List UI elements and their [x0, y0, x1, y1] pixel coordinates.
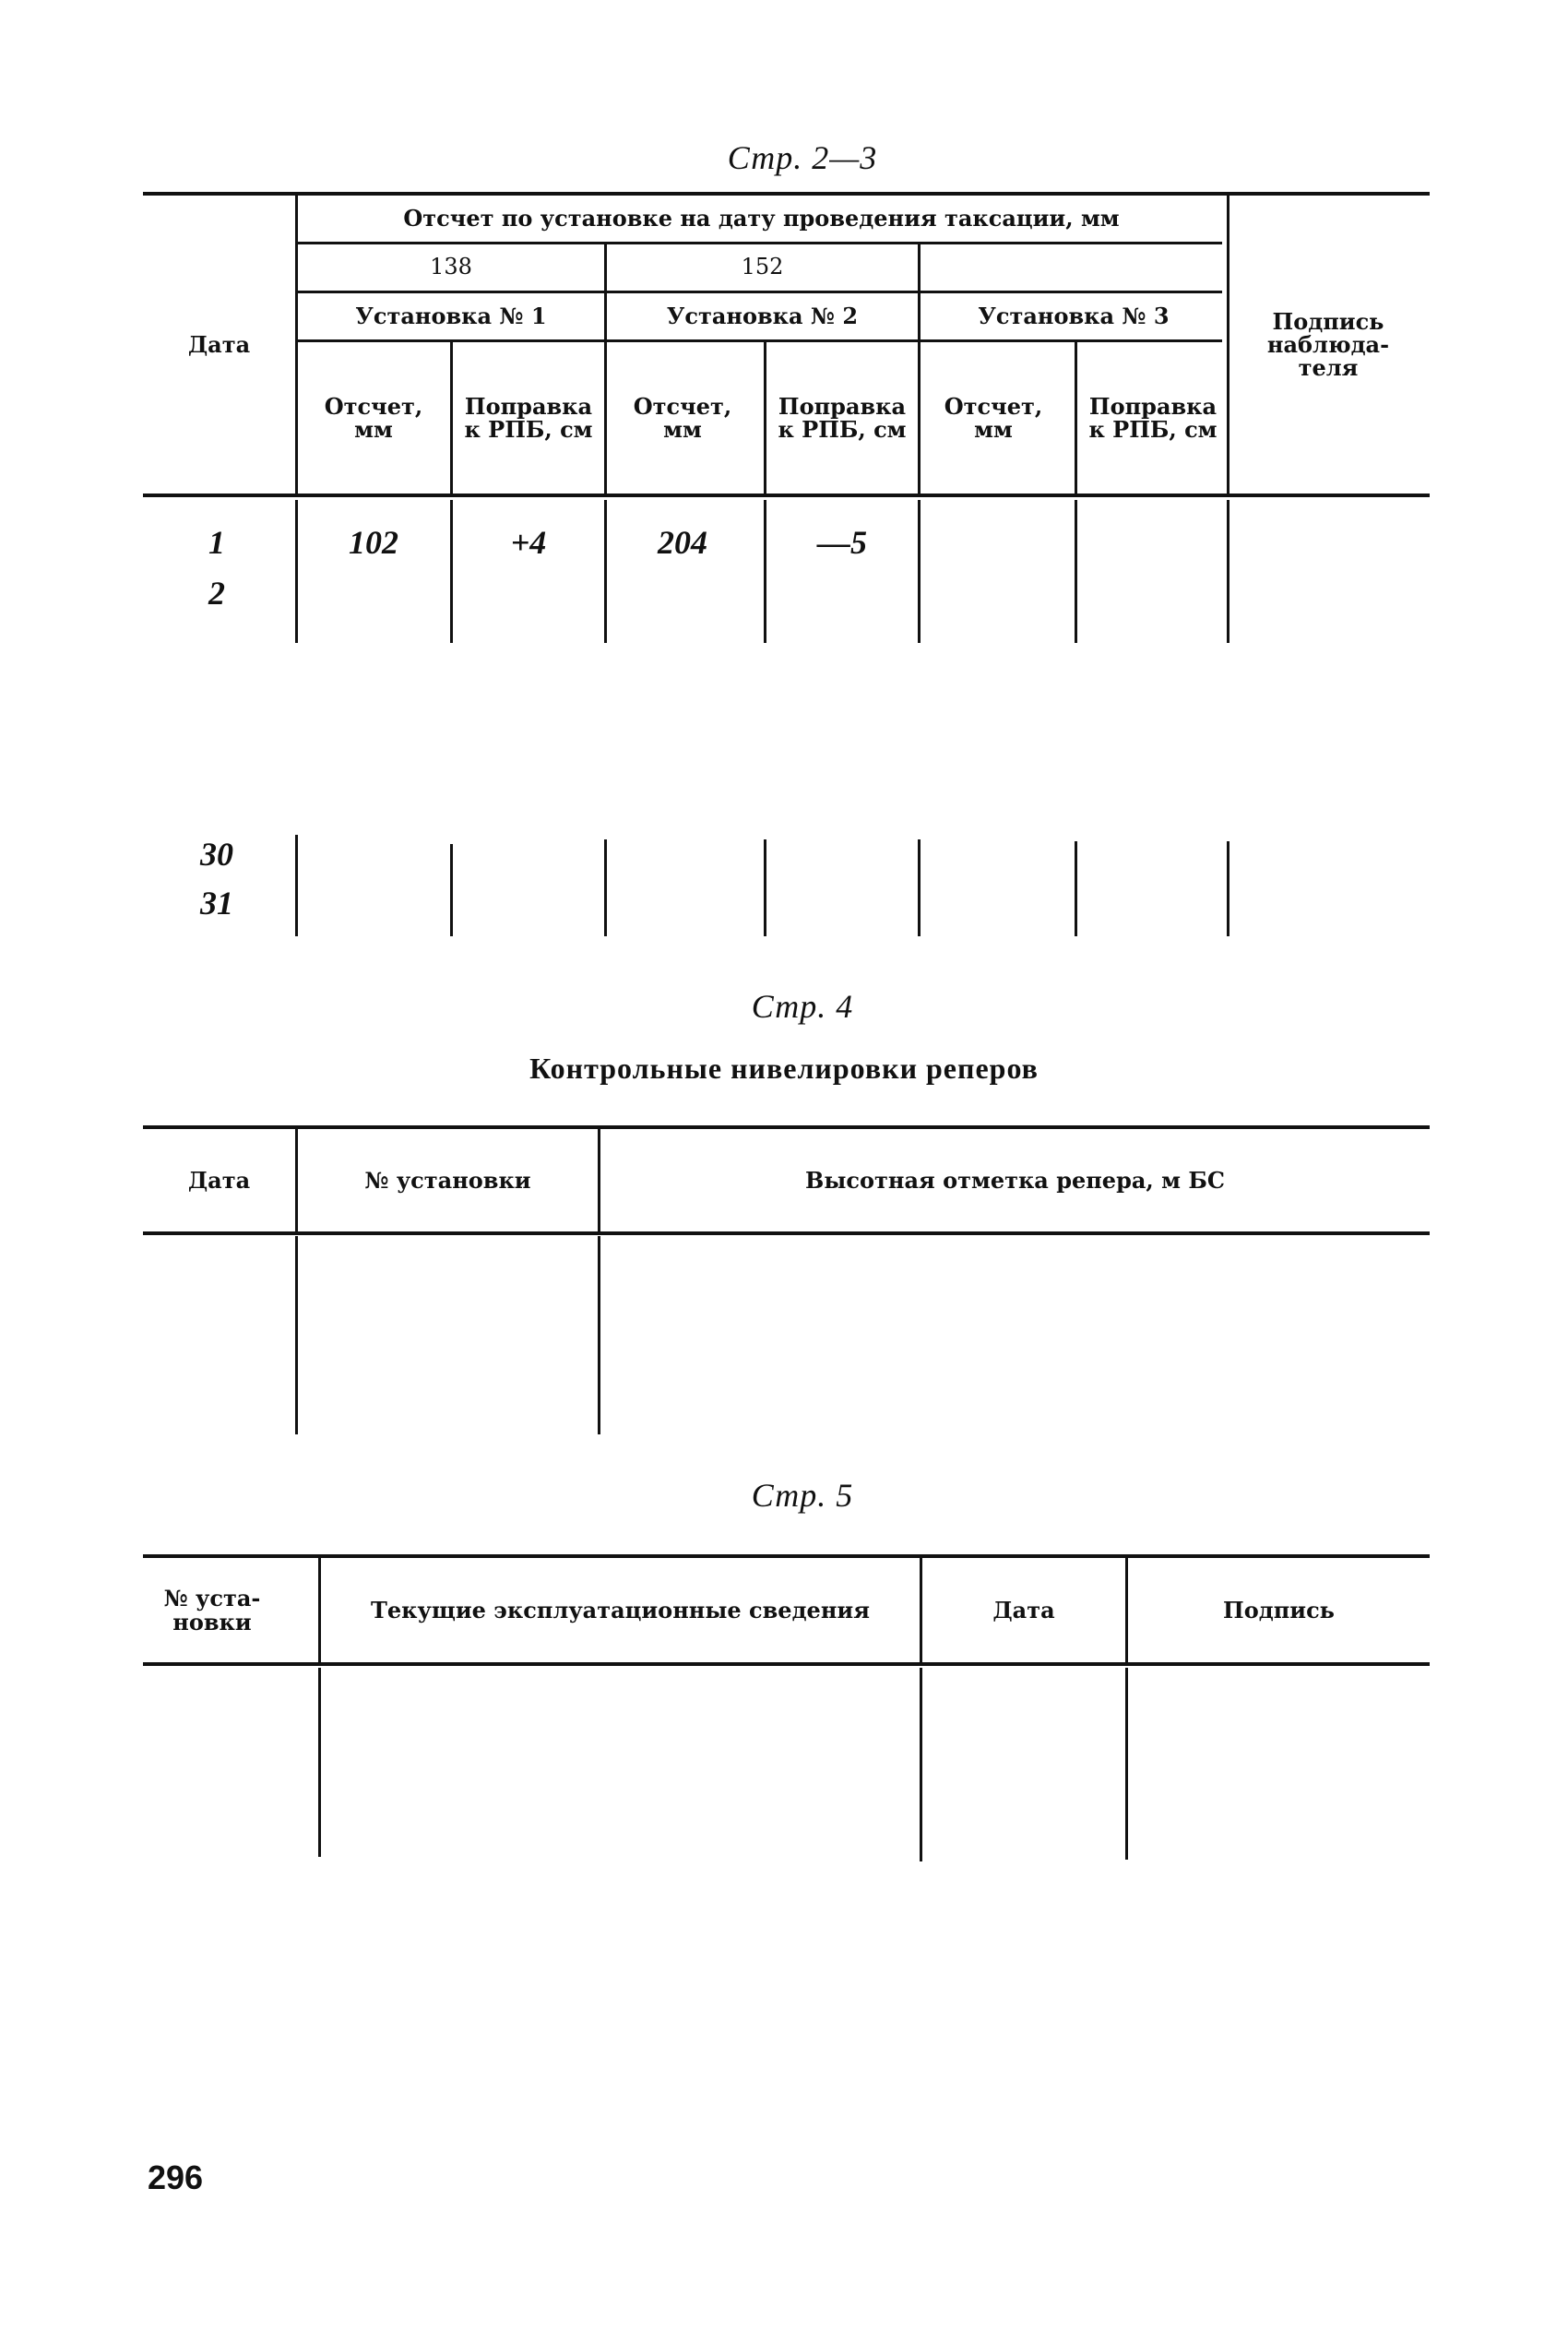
row-day: 2 — [208, 575, 225, 612]
correction-header-2: Поправка к РПБ, см — [778, 392, 907, 443]
section1-caption: Стр. 2—3 — [727, 139, 878, 176]
section2-title: Контрольные нивелировки реперов — [529, 1052, 1039, 1085]
col-signature-header: Подпись — [1223, 1596, 1335, 1623]
col-info-header: Текущие эксплуатационные сведения — [371, 1596, 870, 1623]
col-date-header: Дата — [992, 1596, 1055, 1623]
reading-header-3: Отсчет, мм — [944, 392, 1043, 443]
group-header: Отсчет по установке на дату проведения таксации, мм — [403, 205, 1120, 232]
row-day: 30 — [200, 836, 233, 873]
station3-header: Установка № 3 — [978, 303, 1170, 330]
col-date-header: Дата — [187, 1166, 251, 1194]
col-station-header: № установки — [364, 1166, 531, 1194]
row-correction: +4 — [510, 524, 547, 561]
row-day: 31 — [200, 885, 233, 922]
station2-header: Установка № 2 — [666, 303, 859, 330]
row-reading: 102 — [349, 524, 398, 561]
col-station-header: № уста-новки — [163, 1585, 261, 1635]
row-correction: —5 — [817, 524, 867, 561]
reading-header-2: Отсчет, мм — [633, 392, 732, 443]
row-reading: 204 — [658, 524, 707, 561]
row-day: 1 — [208, 524, 225, 561]
station1-value: 138 — [430, 254, 472, 280]
section2-caption: Стр. 4 — [751, 988, 854, 1025]
signature-header: Подпись наблюда-теля — [1266, 307, 1390, 382]
page-number: 296 — [148, 2159, 204, 2196]
reading-header-1: Отсчет, мм — [324, 392, 423, 443]
correction-header-3: Поправка к РПБ, см — [1088, 392, 1218, 443]
col-elevation-header: Высотная отметка репера, м БС — [805, 1166, 1225, 1194]
col-date-header: Дата — [187, 330, 251, 358]
station3-value — [921, 244, 1227, 291]
station2-value: 152 — [741, 254, 784, 280]
correction-header-1: Поправка к РПБ, см — [464, 392, 593, 443]
station1-header: Установка № 1 — [355, 303, 547, 330]
section3-caption: Стр. 5 — [751, 1477, 854, 1514]
